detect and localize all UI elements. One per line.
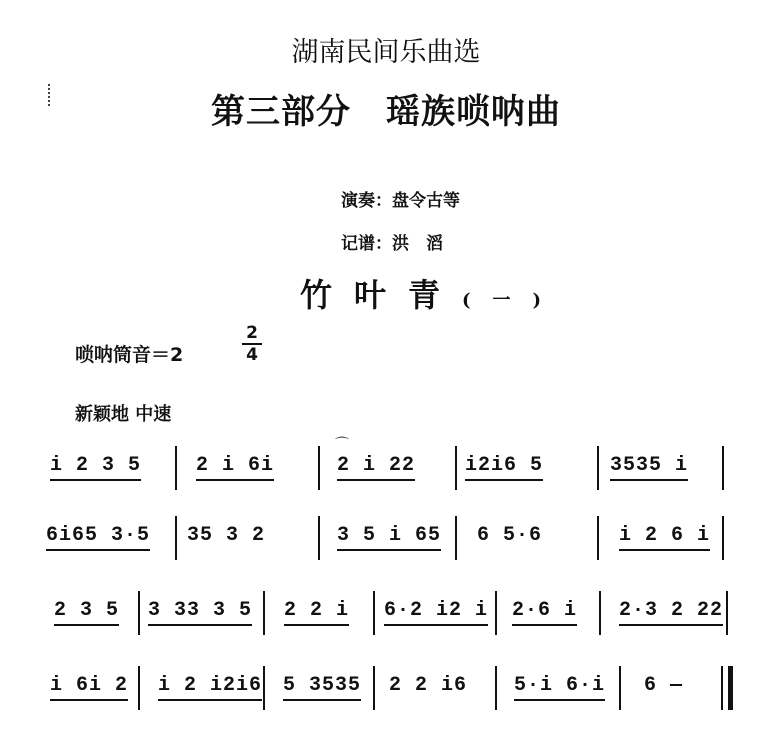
measure: 2 i 6i xyxy=(196,454,274,481)
measure: 2 i 22 xyxy=(337,454,415,481)
performer-label: 演奏： xyxy=(341,191,392,211)
measure: 6i65 3·5 xyxy=(46,524,150,551)
time-signature xyxy=(240,324,264,364)
series-title: 湖南民间乐曲选 xyxy=(291,37,481,68)
barline xyxy=(722,516,724,560)
measure: i 2 3 5 xyxy=(50,454,141,481)
performer-credit xyxy=(341,186,460,211)
measure: i 2 6 i xyxy=(619,524,710,551)
score-row-2 xyxy=(44,510,734,570)
barline xyxy=(599,591,601,635)
measure: 3 33 3 5 xyxy=(148,599,252,626)
barline xyxy=(726,591,728,635)
measure: 2·3 2 22 xyxy=(619,599,723,626)
measure: 35 3 2 xyxy=(187,524,266,547)
part-title: 第三部分 瑶族唢呐曲 xyxy=(211,92,561,132)
barline xyxy=(455,446,457,490)
key-signature: 唢呐筒音＝2 xyxy=(75,344,184,366)
barline xyxy=(495,591,497,635)
measure: 2 3 5 xyxy=(54,599,119,626)
barline xyxy=(138,591,140,635)
barline xyxy=(373,591,375,635)
barline xyxy=(597,516,599,560)
score-row-1 xyxy=(44,437,734,500)
barline xyxy=(175,446,177,490)
score-row-4 xyxy=(44,660,734,720)
barline xyxy=(455,516,457,560)
measure: 6 5·6 xyxy=(477,524,543,547)
notation-credit xyxy=(341,229,443,254)
barline xyxy=(495,666,497,710)
meter-top: 2 xyxy=(246,323,258,343)
barline xyxy=(722,446,724,490)
tempo-marking: 新颖地 中速 xyxy=(75,404,172,425)
measure: 2 2 i6 xyxy=(389,674,468,697)
measure: 6·2 i2 i xyxy=(384,599,488,626)
barline xyxy=(263,591,265,635)
meter-bottom: 4 xyxy=(246,345,258,365)
song-title xyxy=(300,270,563,316)
barline xyxy=(138,666,140,710)
fermata-icon: ⌒ xyxy=(335,437,349,453)
barline xyxy=(597,446,599,490)
notation-name: 洪 滔 xyxy=(392,234,443,254)
measure: 5 3535 xyxy=(283,674,361,701)
final-barline xyxy=(728,666,733,710)
measure: 3 5 i 65 xyxy=(337,524,441,551)
song-title-text: 竹叶青 xyxy=(300,276,463,314)
measure: 2·6 i xyxy=(512,599,577,626)
song-subtitle: (一) xyxy=(462,290,564,311)
measure: i2i6 5 xyxy=(465,454,543,481)
performer-name: 盘令古等 xyxy=(392,191,460,211)
measure: 2 2 i xyxy=(284,599,349,626)
notation-label: 记谱： xyxy=(341,234,392,254)
barline xyxy=(619,666,621,710)
barline xyxy=(721,666,723,710)
measure: 3535 i xyxy=(610,454,688,481)
barline xyxy=(263,666,265,710)
barline xyxy=(373,666,375,710)
barline xyxy=(318,516,320,560)
measure: i 2 i2i6 xyxy=(158,674,262,701)
measure: 6 — xyxy=(644,674,684,697)
measure: i 6i 2 xyxy=(50,674,128,701)
measure: 5·i 6·i xyxy=(514,674,605,701)
score-row-3 xyxy=(44,585,734,645)
barline xyxy=(318,446,320,490)
barline xyxy=(175,516,177,560)
